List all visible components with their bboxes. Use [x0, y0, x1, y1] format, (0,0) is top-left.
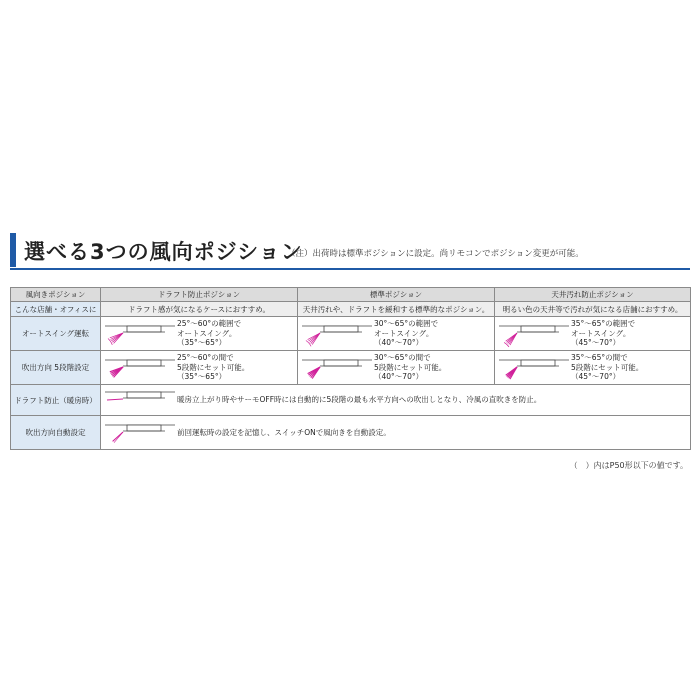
horizontal-flow-icon [105, 385, 175, 415]
cell-line: （40°～70°） [374, 372, 424, 382]
table-cell [495, 317, 691, 351]
table-cell [101, 351, 298, 385]
table-row-auto-direction [11, 416, 691, 450]
cell-line: 35°～65°の範囲で [571, 319, 636, 329]
cell-line: （35°～65°） [177, 338, 227, 348]
table-cell [101, 416, 691, 450]
table-cell [495, 351, 691, 385]
five-step-icon [105, 353, 175, 383]
table-row-five-step [11, 351, 691, 385]
header-col-ceiling: 天井汚れ防止ポジション [495, 288, 691, 302]
title-accent-bar [10, 233, 16, 267]
row-label: ドラフト防止（暖房時） [11, 385, 101, 416]
auto-direction-icon [105, 418, 175, 448]
cell-line: （45°～70°） [571, 372, 621, 382]
cell-line: 5段階にセット可能。 [571, 362, 644, 372]
auto-swing-icon [302, 319, 372, 349]
auto-swing-icon [105, 319, 175, 349]
subheader-label: こんな店舗・オフィスに [11, 302, 101, 317]
cell-line: 30°～65°の間で [374, 353, 431, 363]
subheader-col-ceiling: 明るい色の天井等で汚れが気になる店舗におすすめ。 [495, 302, 691, 317]
footnote: （ ）内はP50形以下の値です。 [569, 461, 688, 470]
cell-text: 暖房立上がり時やサーモOFF時には自動的に5段階の最も水平方向への吹出しとなり、冷風の直吹きを防止。 [177, 395, 542, 404]
table-cell [101, 317, 298, 351]
subheader-col-standard: 天井汚れや、ドラフトを緩和する標準的なポジション。 [298, 302, 495, 317]
table-cell [298, 317, 495, 351]
cell-line: 25°～60°の範囲で [177, 319, 242, 329]
row-label: オートスイング運転 [11, 317, 101, 351]
table-header-row [11, 288, 691, 302]
cell-line: オートスイング。 [374, 328, 434, 338]
cell-line: （35°～65°） [177, 372, 227, 382]
cell-line: 5段階にセット可能。 [374, 362, 447, 372]
airflow-position-table [10, 287, 691, 450]
cell-line: 5段階にセット可能。 [177, 362, 250, 372]
title-rule [10, 268, 690, 270]
auto-swing-icon [499, 319, 569, 349]
cell-line: 35°～65°の間で [571, 353, 628, 363]
cell-line: オートスイング。 [177, 328, 237, 338]
cell-line: 25°～60°の間で [177, 353, 234, 363]
header-col-draft: ドラフト防止ポジション [101, 288, 298, 302]
cell-line: （45°～70°） [571, 338, 621, 348]
five-step-icon [302, 353, 372, 383]
header-col-standard: 標準ポジション [298, 288, 495, 302]
table-row-auto-swing [11, 317, 691, 351]
cell-line: （40°～70°） [374, 338, 424, 348]
cell-line: 30°～65°の範囲で [374, 319, 439, 329]
header-label: 風向きポジション [11, 288, 101, 302]
cell-line: オートスイング。 [571, 328, 631, 338]
title-note: （注）出荷時は標準ポジションに設定。尚リモコンでポジション変更が可能。 [287, 249, 584, 259]
five-step-icon [499, 353, 569, 383]
row-label: 吹出方向 5段階設定 [11, 351, 101, 385]
table-subheader-row [11, 302, 691, 317]
row-label: 吹出方向自動設定 [11, 416, 101, 450]
cell-text: 前回運転時の設定を記憶し、スイッチONで風向きを自動設定。 [177, 427, 391, 437]
page-title: 選べる3つの風向ポジション [24, 240, 303, 264]
table-cell [298, 351, 495, 385]
table-cell [101, 385, 691, 416]
subheader-col-draft: ドラフト感が気になるケースにおすすめ。 [101, 302, 298, 317]
table-row-draft-prevention [11, 385, 691, 416]
